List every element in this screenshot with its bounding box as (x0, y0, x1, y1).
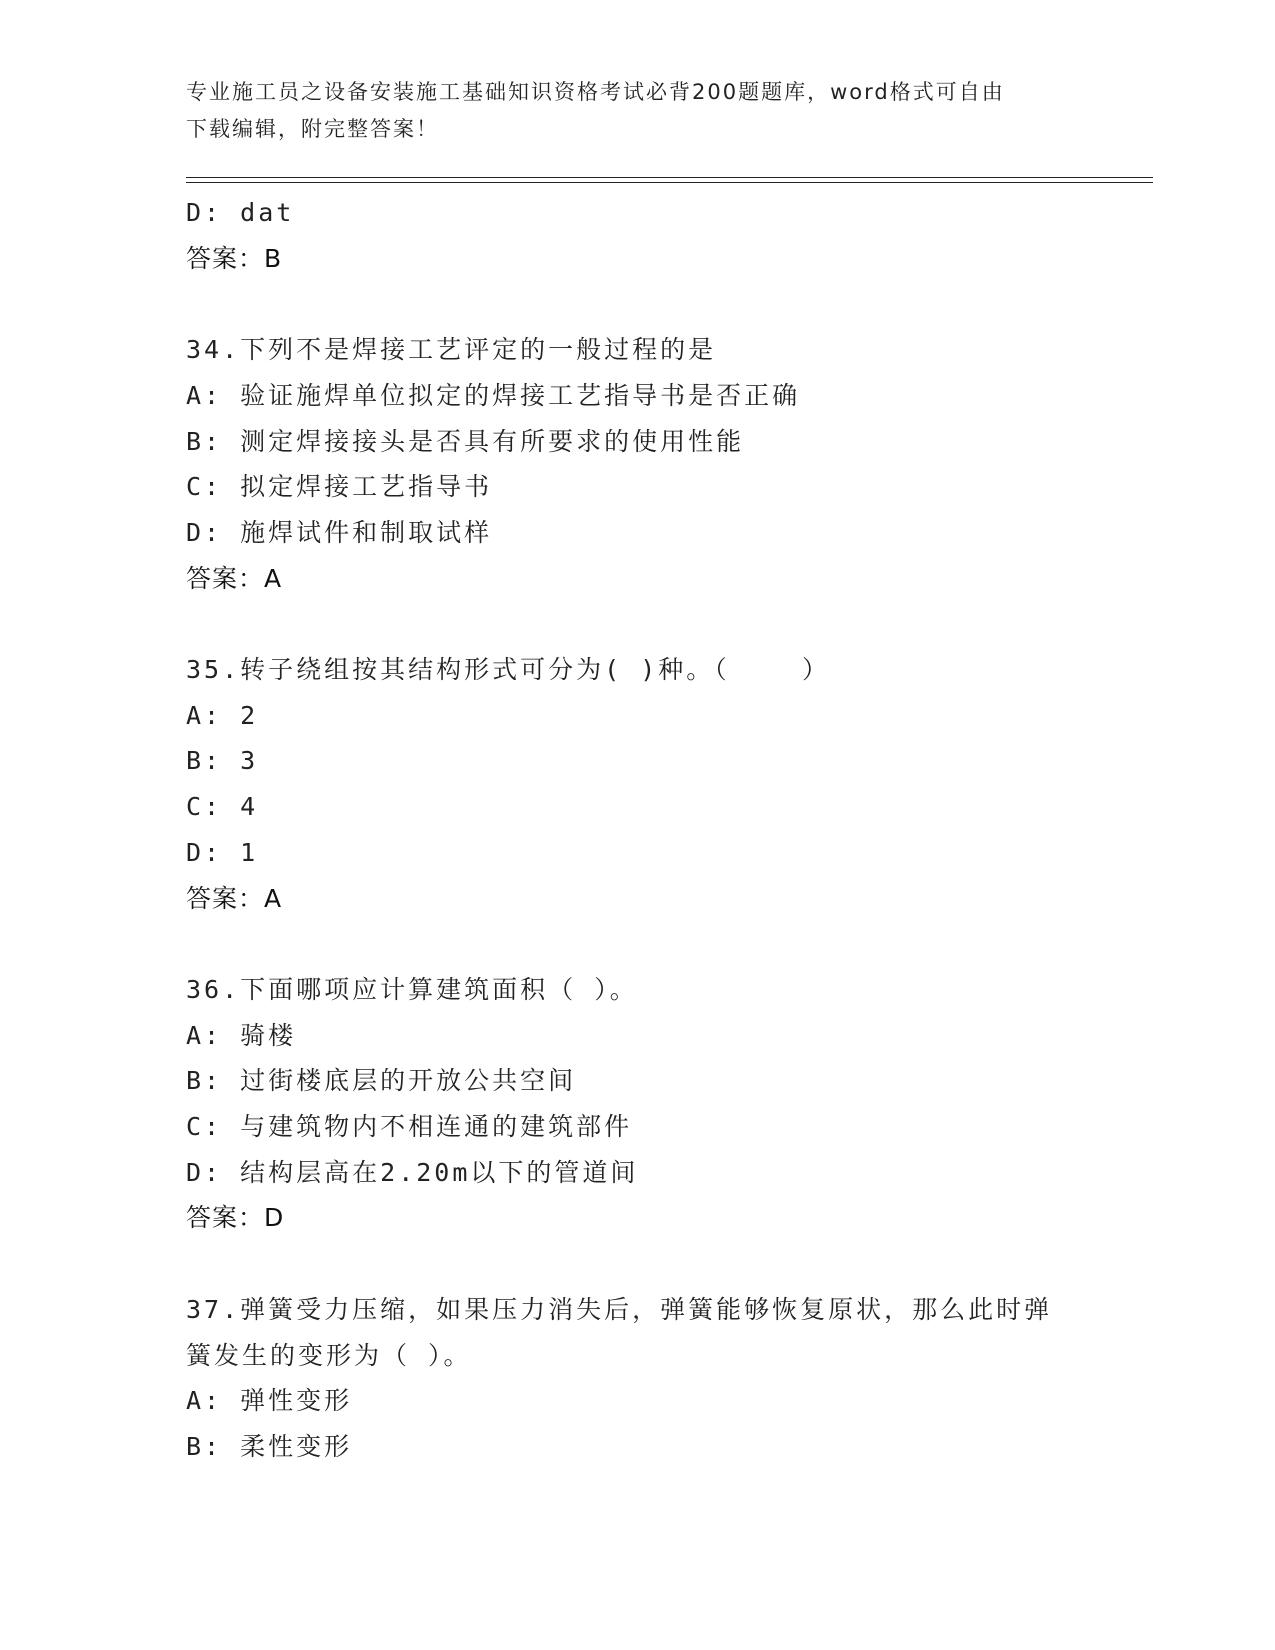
question-stem: 35.转子绕组按其结构形式可分为( )种。（ ） (186, 655, 831, 684)
prev-option-d: D: dat (186, 198, 295, 227)
option-d: D: 施焊试件和制取试样 (186, 517, 493, 547)
option-c: C: 与建筑物内不相连通的建筑部件 (186, 1112, 633, 1142)
spacer (186, 281, 1153, 327)
header-divider-top (186, 177, 1153, 178)
question-34 (186, 327, 1153, 601)
question-stem-line-1: 37.弹簧受力压缩，如果压力消失后，弹簧能够恢复原状，那么此时弹 (186, 1294, 1053, 1324)
option-b: B: 测定焊接接头是否具有所要求的使用性能 (186, 426, 745, 456)
option-a: A: 2 (186, 700, 259, 730)
spacer (186, 921, 1153, 967)
header-line-1: 专业施工员之设备安装施工基础知识资格考试必背200题题库，word格式可自由 (186, 80, 1005, 104)
option-a: A: 弹性变形 (186, 1386, 353, 1416)
option-c: C: 拟定焊接工艺指导书 (186, 472, 493, 502)
question-stem: 34.下列不是焊接工艺评定的一般过程的是 (186, 335, 717, 365)
answer: 答案：A (186, 563, 283, 593)
option-b: B: 柔性变形 (186, 1431, 353, 1461)
spacer (186, 601, 1153, 647)
header-divider-bottom (186, 182, 1153, 183)
question-stem-line-2: 簧发生的变形为（ ）。 (186, 1340, 472, 1370)
option-d: D: 结构层高在2.20m以下的管道间 (186, 1157, 639, 1187)
option-b: B: 3 (186, 746, 259, 776)
option-a: A: 验证施焊单位拟定的焊接工艺指导书是否正确 (186, 380, 801, 410)
answer: 答案：A (186, 883, 283, 913)
question-36 (186, 967, 1153, 1241)
question-stem: 36.下面哪项应计算建筑面积（ ）。 (186, 974, 638, 1004)
prev-answer: 答案：B (186, 243, 283, 273)
option-c: C: 4 (186, 792, 259, 822)
answer: 答案：D (186, 1203, 285, 1233)
question-37 (186, 1287, 1153, 1470)
question-35 (186, 647, 1153, 921)
option-a: A: 骑楼 (186, 1020, 297, 1050)
document-header (186, 74, 1086, 148)
option-b: B: 过街楼底层的开放公共空间 (186, 1066, 577, 1096)
question-list (186, 190, 1153, 1470)
spacer (186, 1241, 1153, 1287)
option-d: D: 1 (186, 837, 259, 867)
header-line-2: 下载编辑，附完整答案！ (186, 117, 439, 141)
